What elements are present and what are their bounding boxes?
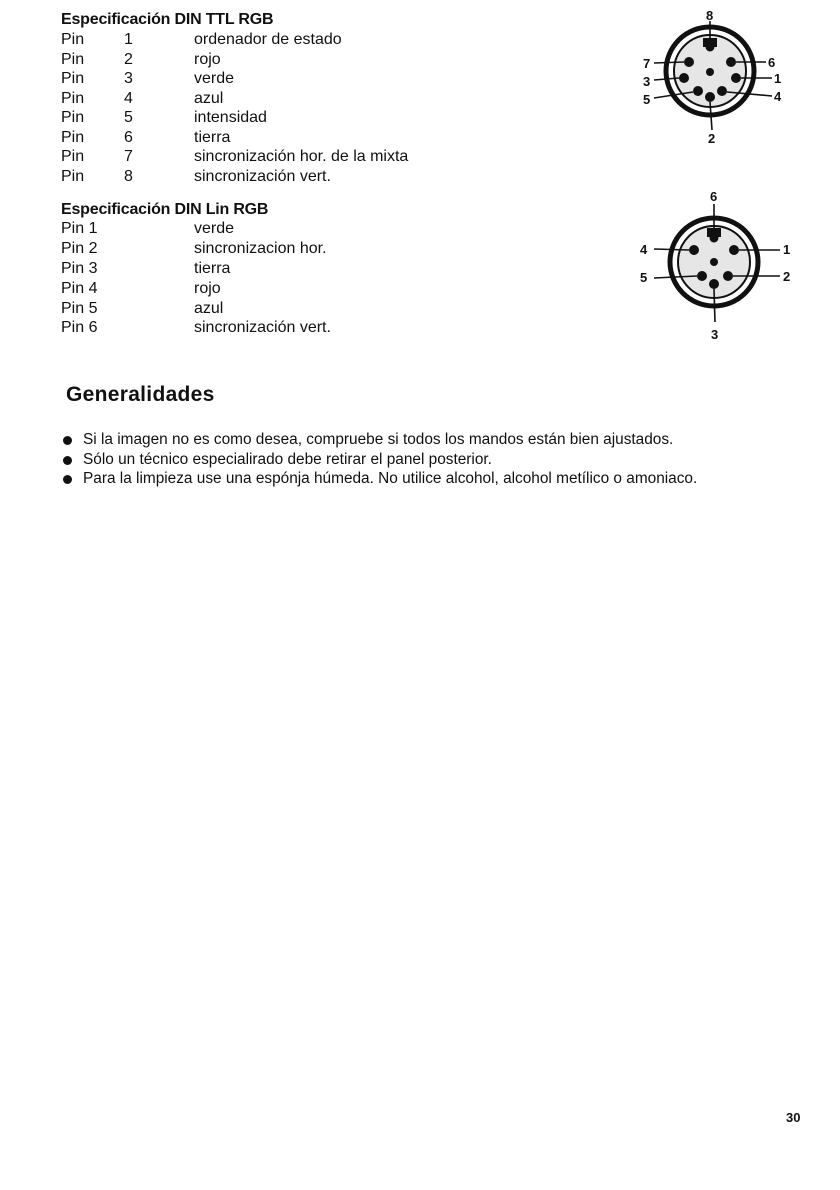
pin-signal: ordenador de estado <box>194 31 342 48</box>
pin-label: Pin 2 <box>61 240 98 257</box>
generalidades-heading: Generalidades <box>66 383 215 406</box>
din-6-pin-connector-icon <box>632 182 802 347</box>
pin-number-label: 4 <box>774 89 782 104</box>
pin-label: Pin 4 <box>61 280 98 297</box>
pin-hole-3 <box>679 73 689 83</box>
pin-number: 2 <box>124 51 133 68</box>
pin-hole-8 <box>706 43 715 52</box>
list-item <box>62 450 802 470</box>
pin-hole-7 <box>684 57 694 67</box>
pin-hole-1 <box>731 73 741 83</box>
pin-number-label: 2 <box>708 131 716 146</box>
pin-label: Pin 1 <box>61 220 98 237</box>
pin-label: Pin <box>61 70 85 87</box>
pin-number-label: 6 <box>768 55 776 70</box>
pin-signal: tierra <box>194 129 231 146</box>
pin-number-label: 2 <box>783 269 791 284</box>
pin-number: 1 <box>124 31 133 48</box>
pin-signal: tierra <box>194 260 231 277</box>
pin-number-label: 3 <box>711 327 719 342</box>
pin-number: 6 <box>124 129 133 146</box>
pin-number: 7 <box>124 148 133 165</box>
pin-hole-2 <box>723 271 733 281</box>
lin-spec-heading: Especificación DIN Lin RGB <box>61 201 269 218</box>
pin-signal: rojo <box>194 51 221 68</box>
pin-signal: sincronización vert. <box>194 319 331 336</box>
page-number: 30 <box>786 1110 801 1125</box>
pin-hole-6 <box>710 234 719 243</box>
pin-number-label: 1 <box>783 242 791 257</box>
pin-signal: azul <box>194 90 224 107</box>
bullet-dot-icon <box>63 436 72 445</box>
pin-number-label: 6 <box>710 189 718 204</box>
pin-number-label: 5 <box>640 270 648 285</box>
list-item <box>62 430 802 450</box>
pin-label: Pin <box>61 129 85 146</box>
pin-number: 3 <box>124 70 133 87</box>
pin-hole-1 <box>729 245 739 255</box>
pin-hole-center <box>706 68 714 76</box>
pin-number-label: 3 <box>643 74 651 89</box>
bullet-dot-icon <box>63 475 72 484</box>
pin-label: Pin 5 <box>61 300 98 317</box>
pin-hole-6 <box>726 57 736 67</box>
pin-signal: verde <box>194 70 235 87</box>
pin-number: 5 <box>124 109 133 126</box>
pin-number-label: 7 <box>643 56 651 71</box>
pin-label: Pin <box>61 148 85 165</box>
ttl-spec-heading: Especificación DIN TTL RGB <box>61 11 274 28</box>
pin-label: Pin 3 <box>61 260 98 277</box>
pin-signal: verde <box>194 220 235 237</box>
list-item <box>62 469 763 489</box>
pin-signal: rojo <box>194 280 221 297</box>
pin-hole-4 <box>717 86 727 96</box>
pin-signal: sincronizacion hor. <box>194 240 327 257</box>
pin-number: 8 <box>124 168 133 185</box>
pin-label: Pin 6 <box>61 319 98 336</box>
bullet-text: Sólo un técnico especialirado debe retirar el panel posterior. <box>83 450 492 468</box>
pin-hole-4 <box>689 245 699 255</box>
bullet-text: Si la imagen no es como desea, compruebe si todos los mandos están bien ajustados. <box>83 431 674 448</box>
pin-number: 4 <box>124 90 133 107</box>
pin-number-label: 8 <box>706 8 714 23</box>
bullet-text: Para la limpieza use una espónja húmeda. No utilice alcohol, alcohol metílico o amoniaco. <box>83 470 698 487</box>
general-bullet-list <box>62 430 802 489</box>
pin-hole-center <box>710 258 718 266</box>
din-8-pin-connector-icon <box>632 0 802 150</box>
pin-hole-3 <box>709 279 719 289</box>
pin-signal: sincronización hor. de la mixta <box>194 148 409 165</box>
pin-signal: azul <box>194 300 224 317</box>
pin-signal: intensidad <box>194 109 267 126</box>
pin-number-label: 4 <box>640 242 648 257</box>
pin-label: Pin <box>61 51 85 68</box>
pin-label: Pin <box>61 90 85 107</box>
pin-number-label: 5 <box>643 92 651 107</box>
pin-label: Pin <box>61 109 85 126</box>
pin-signal: sincronización vert. <box>194 168 331 185</box>
pin-hole-5 <box>697 271 707 281</box>
pin-label: Pin <box>61 168 85 185</box>
pin-label: Pin <box>61 31 85 48</box>
bullet-dot-icon <box>63 456 72 465</box>
pin-number-label: 1 <box>774 71 782 86</box>
pin-hole-5 <box>693 86 703 96</box>
pin-hole-2 <box>705 92 715 102</box>
